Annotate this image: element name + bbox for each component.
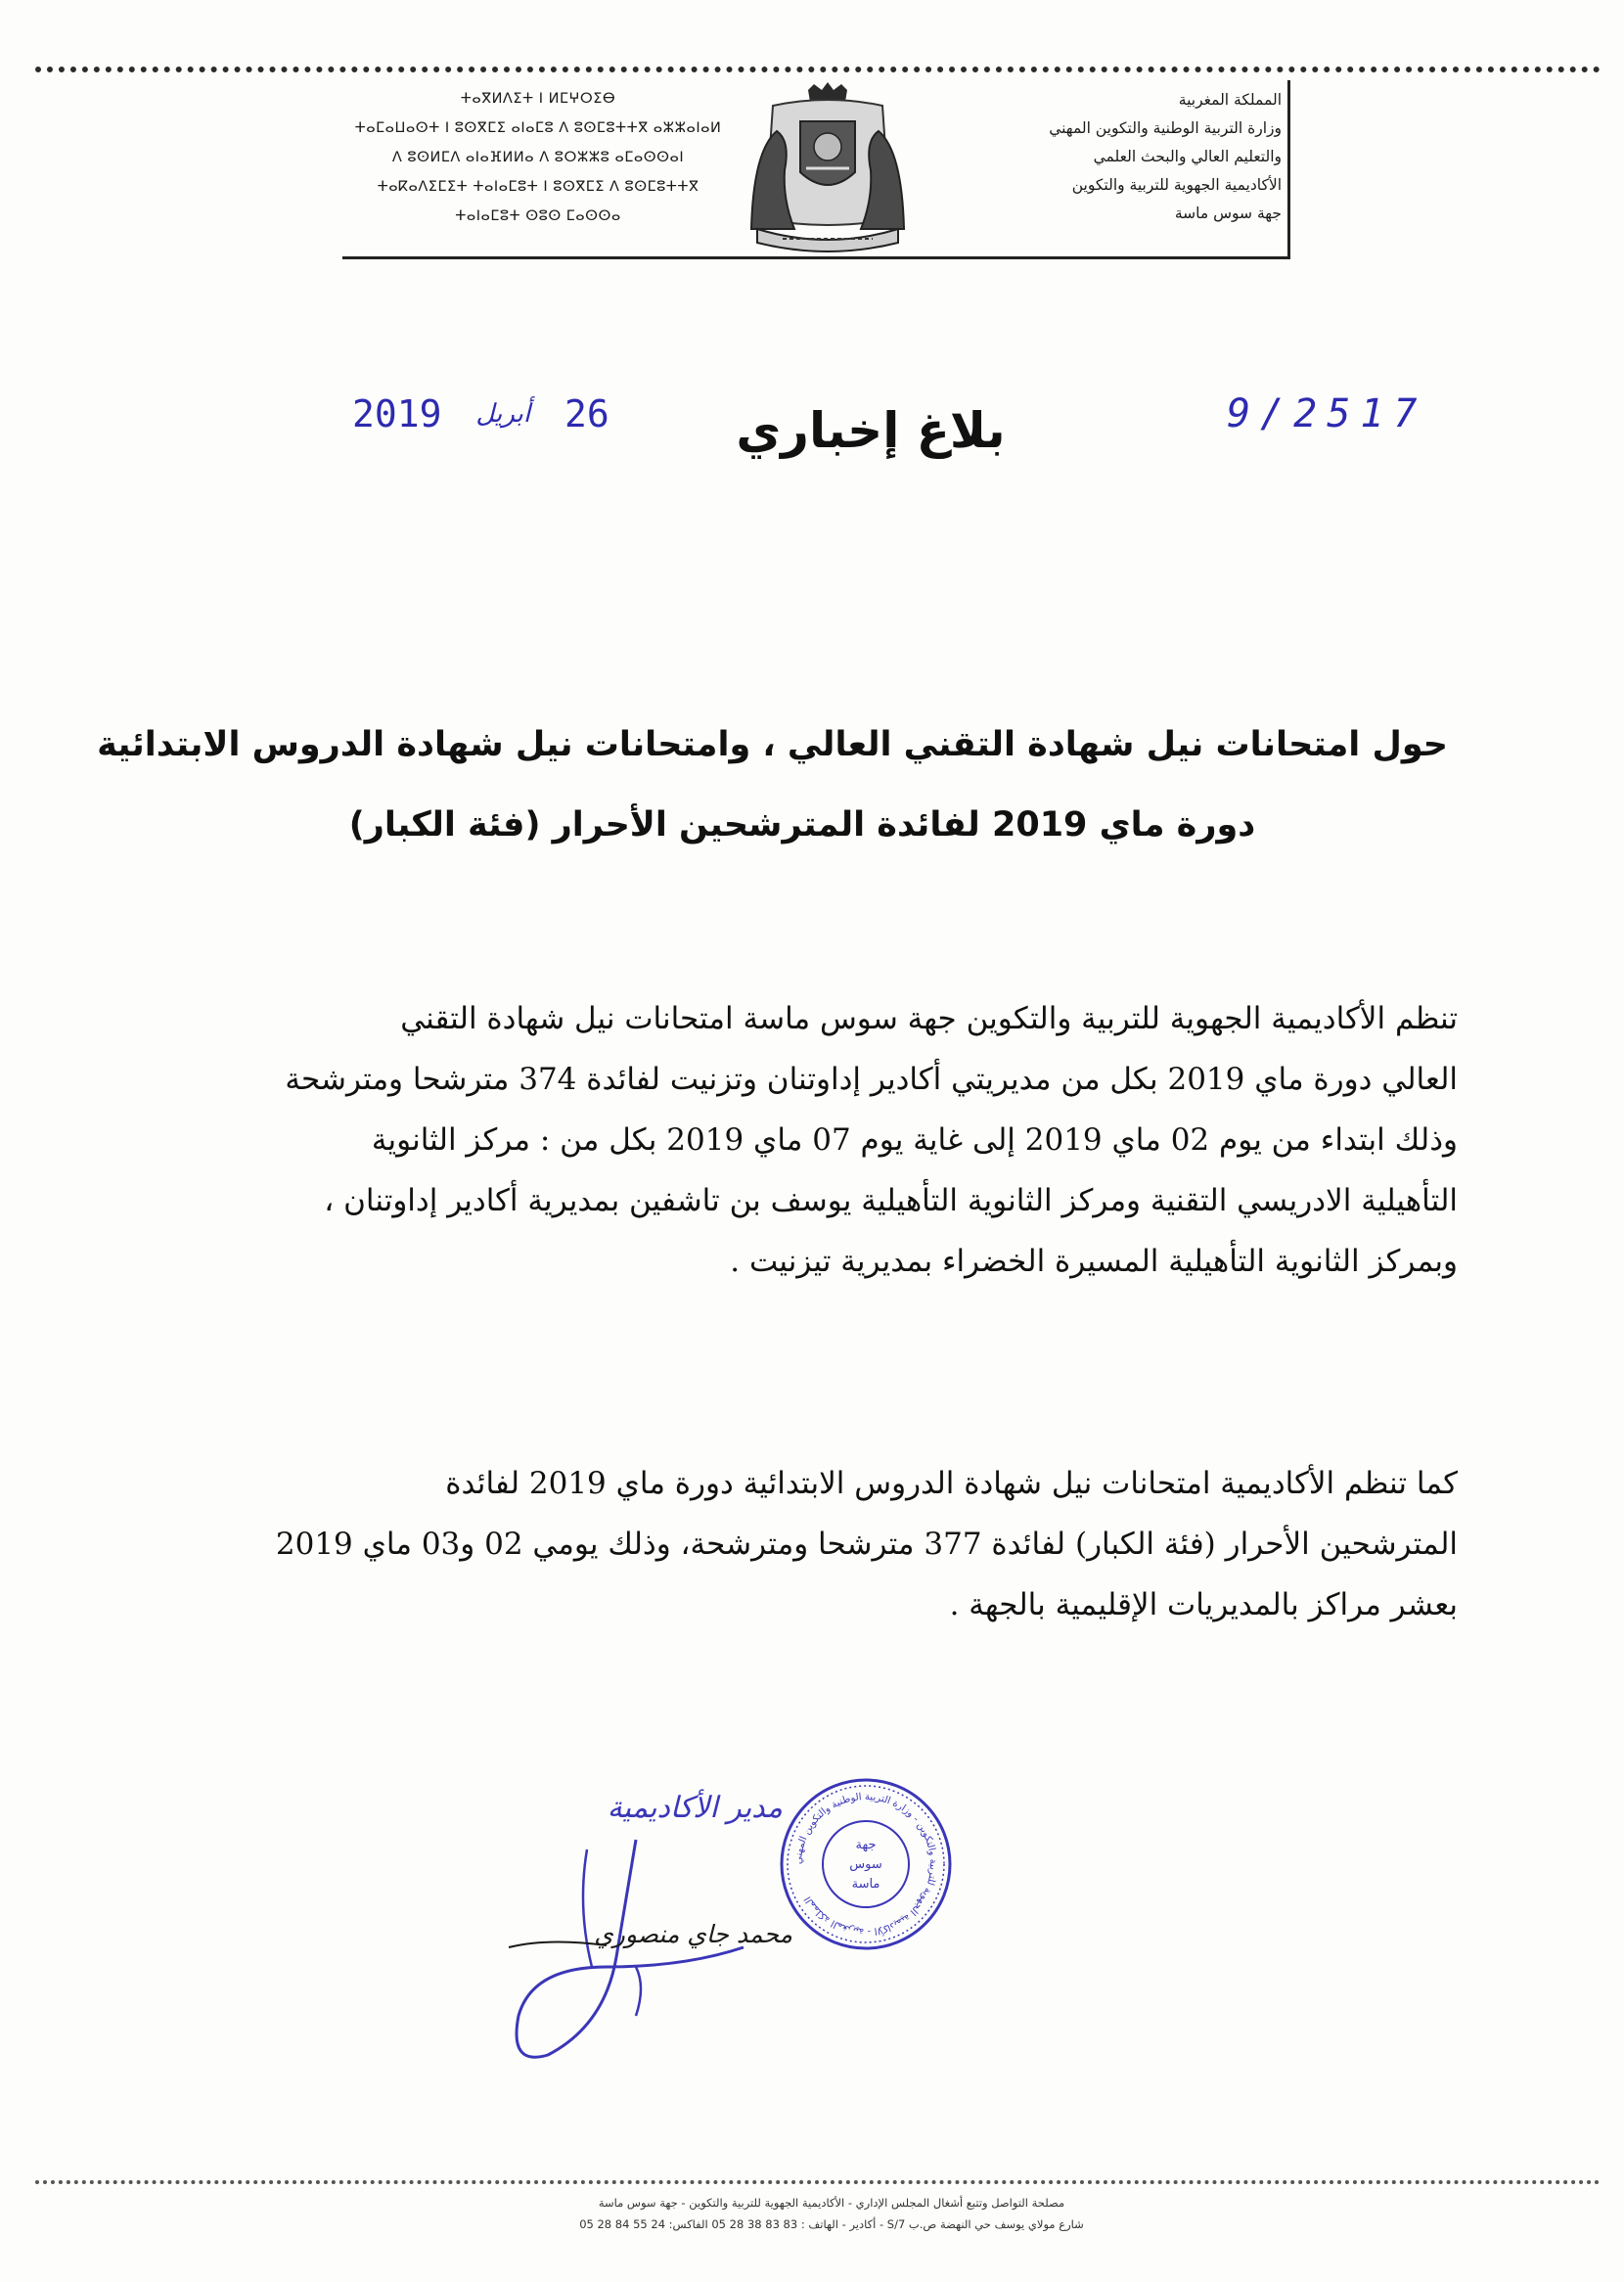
paragraph-line: العالي دورة ماي 2019 بكل من مديريتي أكادير إداوتنان وتزنيت لفائدة 374 مترشحا ومترشحة <box>285 1062 1458 1097</box>
subject-line: دورة ماي 2019 لفائدة المترشحين الأحرار (فئة الكبار) <box>348 805 1256 844</box>
arabic-header-line: الأكاديمية الجهوية للتربية والتكوين <box>1071 176 1282 194</box>
seal-center-line: سوس <box>849 1857 882 1872</box>
date-stamp-day: 26 <box>564 391 609 435</box>
signatory-title: مدير الأكاديمية <box>607 1791 783 1825</box>
footer-line: شارع مولاي يوسف حي النهضة ص.ب 7/S - أكادير - الهاتف : 83 83 38 28 05 الفاكس: 24 55 84 28 05 <box>579 2217 1084 2231</box>
tifinagh-line: ⵜⴰⴳⵍⴷⵉⵜ ⵏ ⵍⵎⵖⵔⵉⴱ <box>460 91 616 107</box>
arabic-header-line: المملكة المغربية <box>1178 91 1282 109</box>
tifinagh-line: ⵜⴰⵎⴰⵡⴰⵙⵜ ⵏ ⵓⵙⴳⵎⵉ ⴰⵏⴰⵎⵓ ⴷ ⵓⵙⵎⵓⵜⵜⴳ ⴰⵣⵣⴰⵏⴰⵍ <box>354 120 722 136</box>
arabic-header-line: وزارة التربية الوطنية والتكوين المهني <box>1049 119 1282 137</box>
paragraph-line: وذلك ابتداء من يوم 02 ماي 2019 إلى غاية يوم 07 ماي 2019 بكل من : مركز الثانوية <box>371 1122 1458 1158</box>
date-stamp <box>352 389 665 448</box>
date-stamp-year: 2019 <box>352 391 442 435</box>
paragraph-line: المترشحين الأحرار (فئة الكبار) لفائدة 377 مترشحا ومترشحة، وذلك يومي 02 و03 ماي 2019 <box>275 1527 1458 1562</box>
tifinagh-line: ⴷ ⵓⵙⵍⵎⴷ ⴰⵏⴰⴼⵍⵍⴰ ⴷ ⵓⵔⵣⵣⵓ ⴰⵎⴰⵙⵙⴰⵏ <box>391 150 685 165</box>
paragraph-line: وبمركز الثانوية التأهيلية المسيرة الخضراء بمديرية تيزنيت . <box>730 1244 1458 1279</box>
footer-line: مصلحة التواصل وتتبع أشغال المجلس الإداري - الأكاديمية الجهوية للتربية والتكوين - جهة سوس ماسة <box>598 2196 1065 2210</box>
subject-heading <box>97 705 1448 865</box>
paragraph-line: التأهيلية الادريسي التقنية ومركز الثانوية التأهيلية يوسف بن تاشفين بمديرية أكادير إداوتنان ، <box>324 1183 1458 1218</box>
paragraph-2 <box>166 1453 1458 1635</box>
footer <box>489 2192 1174 2235</box>
tifinagh-line: ⵜⴰⴽⴰⴷⵉⵎⵉⵜ ⵜⴰⵏⴰⵎⵓⵜ ⵏ ⵓⵙⴳⵎⵉ ⴷ ⵓⵙⵎⵓⵜⵜⴳ <box>377 179 699 195</box>
header-arabic-block <box>929 86 1282 228</box>
arabic-header-line: جهة سوس ماسة <box>1174 205 1282 222</box>
paragraph-line: تنظم الأكاديمية الجهوية للتربية والتكوين جهة سوس ماسة امتحانات نيل شهادة التقني <box>400 1001 1458 1036</box>
paragraph-line: بعشر مراكز بالمديريات الإقليمية بالجهة . <box>949 1587 1458 1622</box>
bottom-dotted-rule <box>35 2180 1601 2184</box>
seal-center-line: جهة <box>855 1838 877 1852</box>
paragraph-1 <box>166 988 1458 1292</box>
registration-number-stamp: 9/2517 <box>1227 391 1427 436</box>
date-stamp-month: أبريل <box>475 398 531 429</box>
seal-ring-text: المملكة المغربية - الأكاديمية الجهوية للتربية والتكوين - وزارة التربية الوطنية والتكوين المهني <box>792 1791 939 1938</box>
official-seal <box>778 1776 954 1952</box>
tifinagh-line: ⵜⴰⵏⴰⵎⵓⵜ ⵙⵓⵙ ⵎⴰⵙⵙⴰ <box>455 208 621 224</box>
paragraph-line: كما تنظم الأكاديمية امتحانات نيل شهادة الدروس الابتدائية دورة ماي 2019 لفائدة <box>445 1466 1458 1501</box>
seal-center-line: ماسة <box>851 1877 880 1892</box>
arabic-header-line: والتعليم العالي والبحث العلمي <box>1093 148 1282 165</box>
header-tifinagh-block <box>352 84 724 231</box>
coat-of-arms-icon <box>744 82 912 254</box>
subject-line: حول امتحانات نيل شهادة التقني العالي ، وامتحانات نيل شهادة الدروس الابتدائية <box>97 725 1448 764</box>
top-dotted-rule <box>35 67 1601 72</box>
signatory-name: محمد جاي منصوري <box>594 1920 792 1948</box>
page-title: بلاغ إخباري <box>736 402 1006 459</box>
